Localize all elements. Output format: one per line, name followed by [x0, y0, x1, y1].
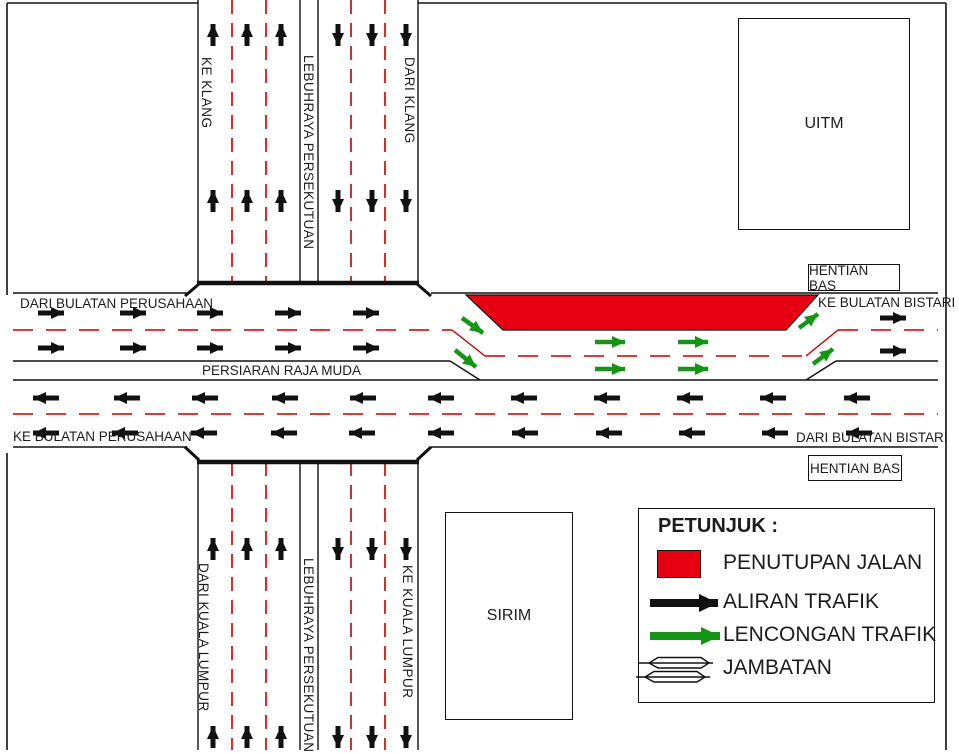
legend: [638, 508, 935, 703]
label-ke-klang: KE KLANG: [199, 57, 214, 129]
building-sirim-label: SIRIM: [486, 607, 532, 624]
legend-closure-swatch-icon: [657, 550, 701, 578]
bus-stop-bottom-label: HENTIAN BAS: [809, 460, 901, 476]
label-dari-kuala-lumpur: DARI KUALA LUMPUR: [196, 563, 211, 712]
label-ke-bulatan-bistari: KE BULATAN BISTARI: [818, 295, 956, 310]
bus-stop-bottom: [808, 455, 902, 481]
building-uitm-label: UITM: [804, 115, 844, 132]
legend-item-lencongan-trafik: LENCONGAN TRAFIK: [723, 623, 937, 646]
label-dari-bulatan-bistari: DARI BULATAN BISTARI: [796, 430, 948, 445]
label-persiaran-raja-muda: PERSIARAN RAJA MUDA: [202, 363, 362, 378]
building-uitm: [738, 18, 910, 230]
label-lebuhraya-persekutuan-south: LEBUHRAYA PERSEKUTUAN: [301, 558, 316, 753]
legend-title: PETUNJUK :: [658, 515, 779, 537]
label-dari-bulatan-perusahaan: DARI BULATAN PERUSAHAAN: [20, 296, 214, 311]
road-closure-area: [466, 295, 818, 330]
legend-item-aliran-trafik: ALIRAN TRAFIK: [723, 590, 879, 613]
bus-stop-top-label: HENTIAN BAS: [809, 262, 869, 293]
traffic-flow-arrows-west: [33, 398, 872, 433]
legend-item-jambatan: JAMBATAN: [723, 656, 832, 679]
label-ke-bulatan-perusahaan: KE BULATAN PERUSAHAAN: [13, 429, 192, 444]
building-sirim: [445, 512, 573, 720]
label-lebuhraya-persekutuan-north: LEBUHRAYA PERSEKUTUAN: [301, 55, 316, 250]
label-ke-kuala-lumpur: KE KUALA LUMPUR: [400, 565, 415, 699]
persiaran-raja-muda-lane-dashes: [13, 330, 938, 414]
bus-stop-top: [808, 264, 900, 291]
label-dari-klang: DARI KLANG: [402, 57, 417, 144]
traffic-flow-arrows-north: [213, 24, 281, 748]
legend-item-penutupan-jalan: PENUTUPAN JALAN: [723, 551, 923, 574]
traffic-flow-arrows-south: [338, 24, 406, 748]
